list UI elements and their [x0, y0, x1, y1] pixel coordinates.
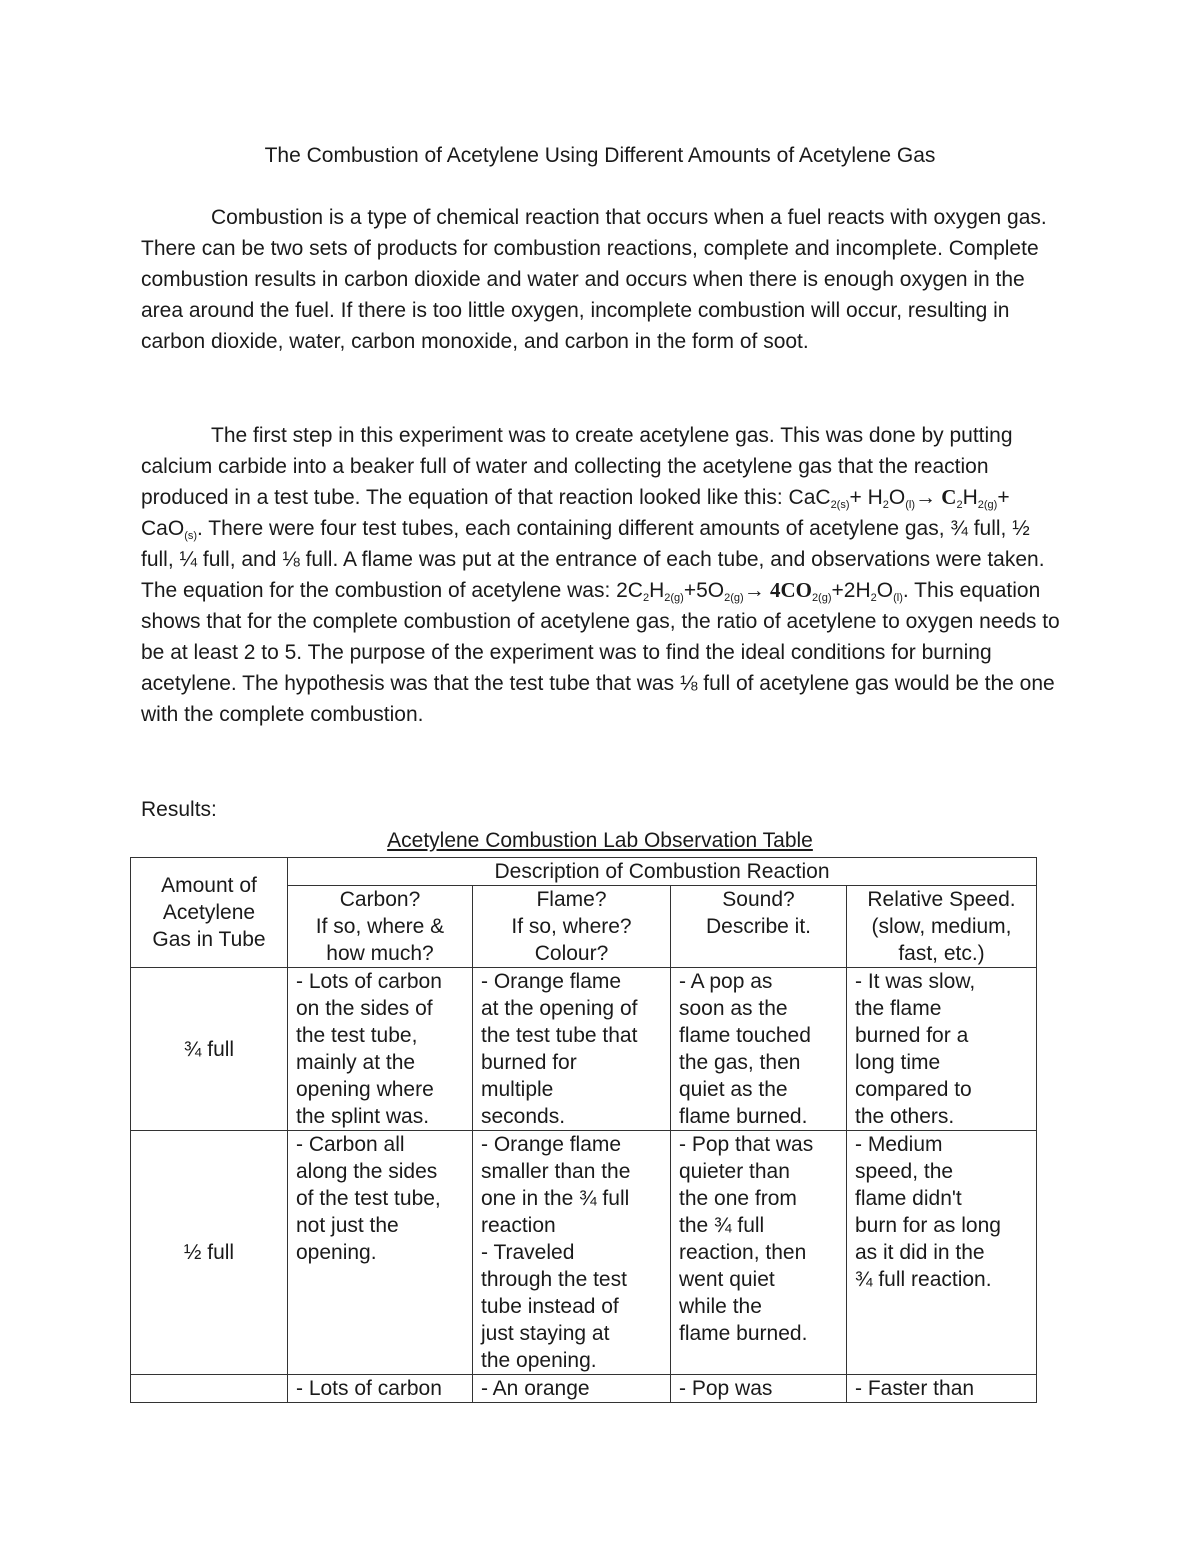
amount-cell: ½ full — [131, 1131, 288, 1375]
method-paragraph — [141, 420, 1061, 730]
amount-cell — [131, 1375, 288, 1403]
intro-text: Combustion is a type of chemical reaction that occurs when a fuel reacts with oxygen gas. There can be two sets of products for combustion reactions, complete and incomplete. Complete combustion results in carbon dioxide and water and occurs when there is enough oxygen in the area around the fuel. If there is too little oxygen, incomplete combustion will occur, resulting in carbon dioxide, water, carbon monoxide, and carbon in the form of soot. — [141, 206, 1047, 353]
table-row — [131, 1131, 1037, 1375]
amount-header-cell: Amount of Acetylene Gas in Tube — [131, 858, 288, 968]
carbon-cell: - Carbon all along the sides of the test tube, not just the opening. — [288, 1131, 473, 1375]
speed-cell: - It was slow, the flame burned for a long time compared to the others. — [847, 968, 1037, 1131]
equation-calcium-carbide: $CaC_{2(s)}+ H_2O_{(l)}\to C_2H_{2(g)}+ CaO_{(s)}$ — [141, 485, 1010, 542]
group-header-cell: Description of Combustion Reaction — [288, 858, 1037, 886]
table-title: Acetylene Combustion Lab Observation Table — [387, 829, 813, 852]
flame-cell: - Orange flame smaller than the one in the ¾ full reaction - Traveled through the test tube instead of just staying at the opening. — [473, 1131, 671, 1375]
observation-table — [130, 857, 1037, 1403]
carbon-cell: - Lots of carbon — [288, 1375, 473, 1403]
table-row — [131, 1375, 1037, 1403]
sound-cell: - A pop as soon as the flame touched the gas, then quiet as the flame burned. — [671, 968, 847, 1131]
method-text-2: . There were four test tubes, each containing different amounts of acetylene gas, ¾ full, ½ full, ¼ full, and ⅛ full. A flame was put at the entrance of each tube, and observations were taken. The equation for the combustion of acetylene was: — [141, 517, 1045, 602]
sound-header-cell: Sound? Describe it. — [671, 886, 847, 968]
amount-cell: ¾ full — [131, 968, 288, 1131]
speed-cell: - Faster than — [847, 1375, 1037, 1403]
carbon-cell: - Lots of carbon on the sides of the test tube, mainly at the opening where the splint was. — [288, 968, 473, 1131]
method-text-3: . This equation shows that for the complete combustion of acetylene gas, the ratio of acetylene to oxygen needs to be at least 2 to 5. The purpose of the experiment was to find the ideal conditions for burning acetylene. The hypothesis was that the test tube that was ⅛ full of acetylene gas would be the one with the complete combustion. — [141, 579, 1060, 726]
results-label: Results: — [141, 798, 217, 821]
sound-cell: - Pop was — [671, 1375, 847, 1403]
intro-paragraph — [141, 202, 1061, 357]
page-title: The Combustion of Acetylene Using Different Amounts of Acetylene Gas — [264, 144, 936, 167]
flame-cell: - Orange flame at the opening of the test tube that burned for multiple seconds. — [473, 968, 671, 1131]
method-text-1: The first step in this experiment was to create acetylene gas. This was done by putting calcium carbide into a beaker full of water and collecting the acetylene gas that the reaction produced in a test tube. The equation of that reaction looked like this: — [141, 424, 1013, 509]
speed-header-cell: Relative Speed. (slow, medium, fast, etc.) — [847, 886, 1037, 968]
flame-header-cell: Flame? If so, where? Colour? — [473, 886, 671, 968]
sound-cell: - Pop that was quieter than the one from the ¾ full reaction, then went quiet while the flame burned. — [671, 1131, 847, 1375]
flame-cell: - An orange — [473, 1375, 671, 1403]
carbon-header-cell: Carbon? If so, where & how much? — [288, 886, 473, 968]
speed-cell: - Medium speed, the flame didn't burn for as long as it did in the ¾ full reaction. — [847, 1131, 1037, 1375]
table-row — [131, 968, 1037, 1131]
table-header-row-1 — [131, 858, 1037, 886]
equation-combustion: $2C_2H_{2(g)}+5O_{2(g)}\to 4CO_{2(g)}+2H_2O_{(l)}$ — [616, 578, 903, 604]
